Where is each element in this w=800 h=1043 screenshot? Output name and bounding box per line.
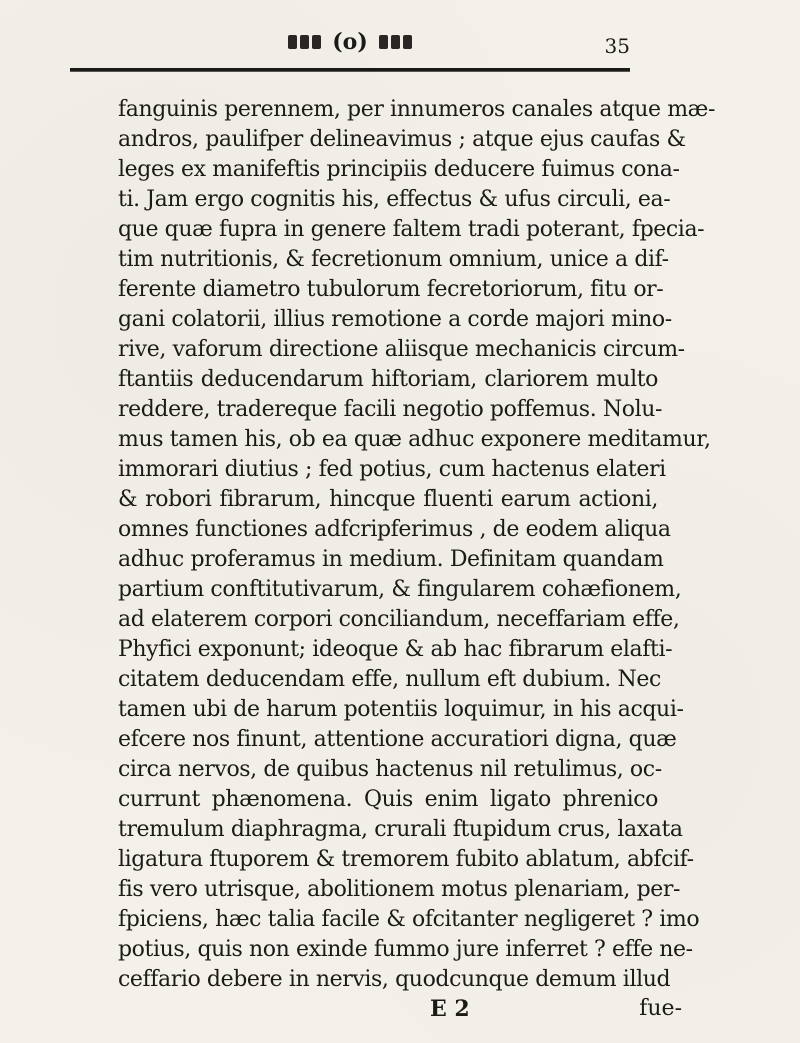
text-line: citatem deducendam effe, nullum eft dubium. Nec — [118, 667, 661, 692]
text-line: currunt phænomena. Quis enim ligato phrenico — [118, 787, 658, 812]
text-line: mus tamen his, ob ea quæ adhuc exponere meditamur, — [118, 427, 711, 452]
header-rule — [70, 68, 630, 72]
text-line: adhuc proferamus in medium. Definitam quandam — [118, 547, 664, 572]
text-line: ceffario debere in nervis, quodcunque demum illud — [118, 967, 671, 992]
catchword: fue- — [639, 996, 682, 1021]
ornament-center: (o) — [332, 29, 368, 55]
page-header — [70, 28, 630, 84]
text-line: tamen ubi de harum potentiis loquimur, in his acqui- — [118, 697, 684, 722]
text-line: circa nervos, de quibus hactenus nil retulimus, oc- — [118, 757, 662, 782]
text-line: ftantiis deducendarum hiftoriam, clariorem multo — [118, 367, 658, 392]
text-line: fanguinis perennem, per innumeros canales atque mæ- — [118, 97, 715, 122]
ornament-left-icon — [282, 32, 326, 52]
text-line: ti. Jam ergo cognitis his, effectus & ufus circuli, ea- — [118, 187, 671, 212]
text-line: fis vero utrisque, abolitionem motus plenariam, per- — [118, 877, 681, 902]
text-line: potius, quis non exinde fummo jure inferret ? effe ne- — [118, 937, 693, 962]
text-line: partium conftitutivarum, & fingularem cohæfionem, — [118, 577, 682, 602]
text-line: Phyfici exponunt; ideoque & ab hac fibrarum elafti- — [118, 637, 673, 662]
text-line: ferente diametro tubulorum fecretoriorum, fitu or- — [118, 277, 664, 302]
text-line: ligatura ftuporem & tremorem fubito ablatum, abfcif- — [118, 847, 694, 872]
text-line: gani colatorii, illius remotione a corde majori mino- — [118, 307, 672, 332]
header-ornament — [255, 28, 445, 56]
text-line: andros, paulifper delineavimus ; atque ejus caufas & — [118, 127, 686, 152]
text-line: rive, vaforum directione aliisque mechanicis circum- — [118, 337, 685, 362]
text-line: fpiciens, hæc talia facile & ofcitanter negligeret ? imo — [118, 907, 700, 932]
text-line: ad elaterem corpori conciliandum, neceffariam effe, — [118, 607, 680, 632]
text-line: reddere, tradereque facili negotio poffemus. Nolu- — [118, 397, 663, 422]
text-line: efcere nos finunt, attentione accuratiori digna, quæ — [118, 727, 677, 752]
text-line: tim nutritionis, & fecretionum omnium, unice a dif- — [118, 247, 669, 272]
text-line: & robori fibrarum, hincque fluenti earum actioni, — [118, 487, 658, 512]
text-line: immorari diutius ; fed potius, cum hactenus elateri — [118, 457, 666, 482]
text-line: leges ex manifeftis principiis deducere fuimus cona- — [118, 157, 680, 182]
body-text — [118, 95, 715, 995]
text-line: omnes functiones adfcripferimus , de eodem aliqua — [118, 517, 671, 542]
text-line: tremulum diaphragma, crurali ftupidum crus, laxata — [118, 817, 683, 842]
signature-mark: E 2 — [430, 996, 470, 1022]
text-line: que quæ fupra in genere faltem tradi poterant, fpecia- — [118, 217, 705, 242]
page-number: 35 — [604, 34, 630, 58]
ornament-right-icon — [374, 32, 418, 52]
